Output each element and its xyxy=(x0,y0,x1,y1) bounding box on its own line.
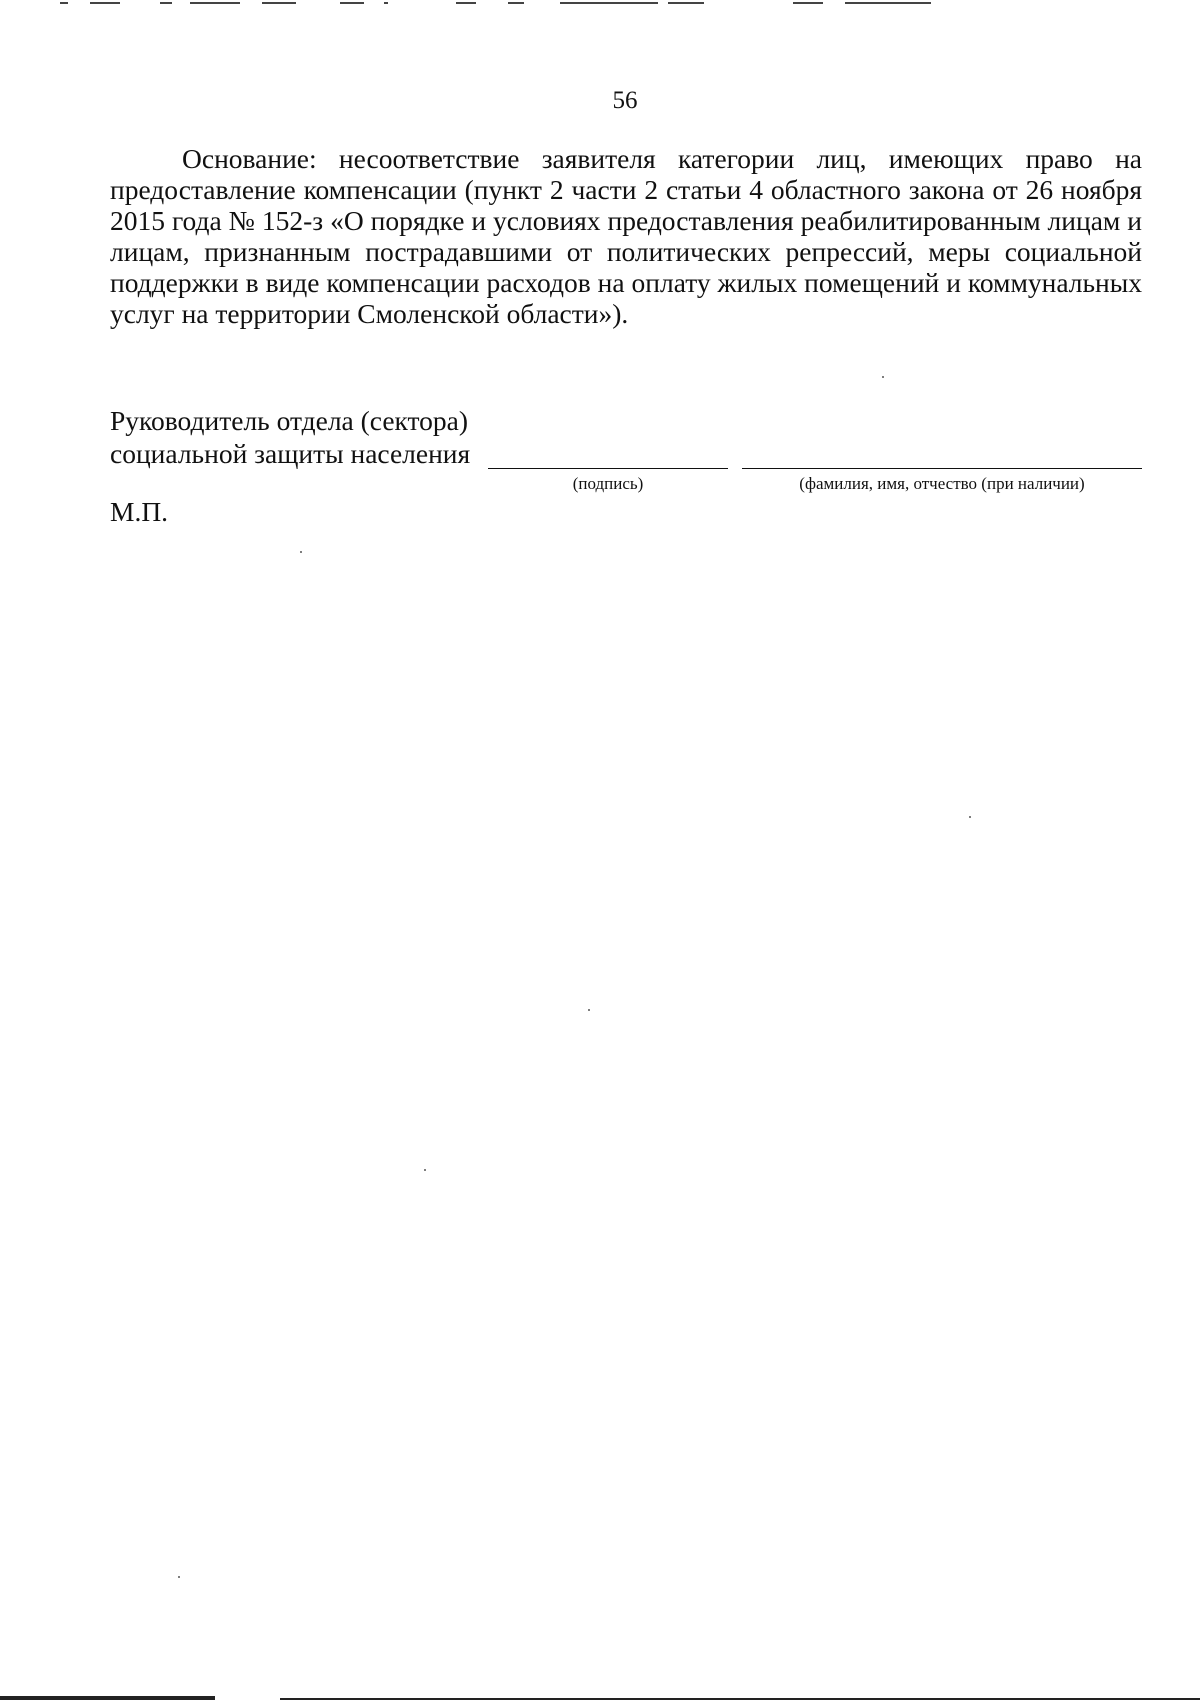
stamp-place-label: М.П. xyxy=(110,496,169,527)
full-name-caption: (фамилия, имя, отчество (при наличии) xyxy=(799,474,1085,493)
scan-speck xyxy=(178,1576,180,1578)
signature-line xyxy=(488,468,728,469)
signatory-title-line-1: Руководитель отдела (сектора) xyxy=(110,405,469,436)
signature-caption: (подпись) xyxy=(572,474,644,493)
scan-speck xyxy=(882,376,884,378)
scan-speck xyxy=(424,1169,426,1171)
page-number: 56 xyxy=(612,87,638,114)
scan-speck xyxy=(300,551,302,553)
basis-paragraph: Основание: несоответствие заявителя категории лиц, имеющих право на предоставление компенсации (пункт 2 части 2 статьи 4 областного закона от 26 ноября 2015 года № 152-з «О порядке и условиях предоставления реабилитированным лицам и лицам, признанным пострадавшими от политических репрессий, меры социальной поддержки в виде компенсации расходов на оплату жилых помещений и коммунальных услуг на территории Смоленской области»). xyxy=(110,143,1142,329)
signatory-title-line-2: социальной защиты населения xyxy=(110,438,471,469)
full-name-line xyxy=(742,468,1142,469)
scan-edge-top xyxy=(0,0,1200,6)
scan-speck xyxy=(588,1009,590,1011)
scan-speck xyxy=(969,816,971,818)
scan-edge-bottom xyxy=(0,1694,1200,1702)
